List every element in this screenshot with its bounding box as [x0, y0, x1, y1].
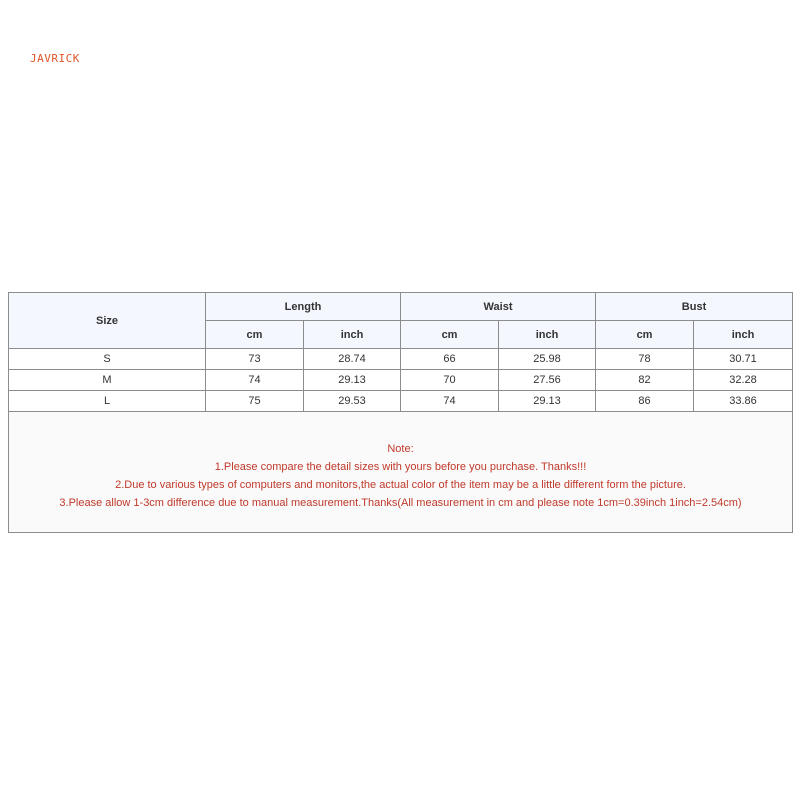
bust-cm-cell: 86	[596, 391, 694, 412]
table-row	[9, 370, 793, 391]
notes-row	[9, 412, 793, 533]
length-group-header: Length	[206, 293, 401, 321]
note-line-2: 2.Due to various types of computers and monitors,the actual color of the item may be a little different form the picture.	[115, 479, 686, 491]
waist-cm-header: cm	[401, 321, 499, 349]
bust-cm-header: cm	[596, 321, 694, 349]
size-cell: S	[9, 349, 206, 370]
length-cm-cell: 73	[206, 349, 304, 370]
waist-inch-cell: 29.13	[499, 391, 596, 412]
length-cm-cell: 75	[206, 391, 304, 412]
length-inch-cell: 29.13	[304, 370, 401, 391]
waist-inch-header: inch	[499, 321, 596, 349]
length-inch-cell: 29.53	[304, 391, 401, 412]
note-line-3: 3.Please allow 1-3cm difference due to manual measurement.Thanks(All measurement in cm and please note 1cm=0.39inch 1inch=2.54cm)	[59, 497, 742, 509]
bust-inch-header: inch	[694, 321, 793, 349]
length-cm-header: cm	[206, 321, 304, 349]
bust-group-header: Bust	[596, 293, 793, 321]
bust-inch-cell: 32.28	[694, 370, 793, 391]
size-column-header: Size	[9, 293, 206, 349]
bust-inch-cell: 33.86	[694, 391, 793, 412]
length-inch-cell: 28.74	[304, 349, 401, 370]
waist-cm-cell: 70	[401, 370, 499, 391]
header-row-groups	[9, 293, 793, 321]
bust-cm-cell: 82	[596, 370, 694, 391]
size-chart-table	[8, 292, 793, 533]
bust-inch-cell: 30.71	[694, 349, 793, 370]
waist-cm-cell: 66	[401, 349, 499, 370]
length-inch-header: inch	[304, 321, 401, 349]
table-row	[9, 391, 793, 412]
brand-watermark: JAVRICK	[30, 52, 80, 65]
size-cell: L	[9, 391, 206, 412]
waist-group-header: Waist	[401, 293, 596, 321]
size-cell: M	[9, 370, 206, 391]
waist-inch-cell: 25.98	[499, 349, 596, 370]
notes-cell	[9, 412, 793, 533]
note-heading: Note:	[387, 443, 414, 455]
table-row	[9, 349, 793, 370]
note-line-1: 1.Please compare the detail sizes with yours before you purchase. Thanks!!!	[214, 461, 587, 473]
bust-cm-cell: 78	[596, 349, 694, 370]
length-cm-cell: 74	[206, 370, 304, 391]
waist-inch-cell: 27.56	[499, 370, 596, 391]
waist-cm-cell: 74	[401, 391, 499, 412]
